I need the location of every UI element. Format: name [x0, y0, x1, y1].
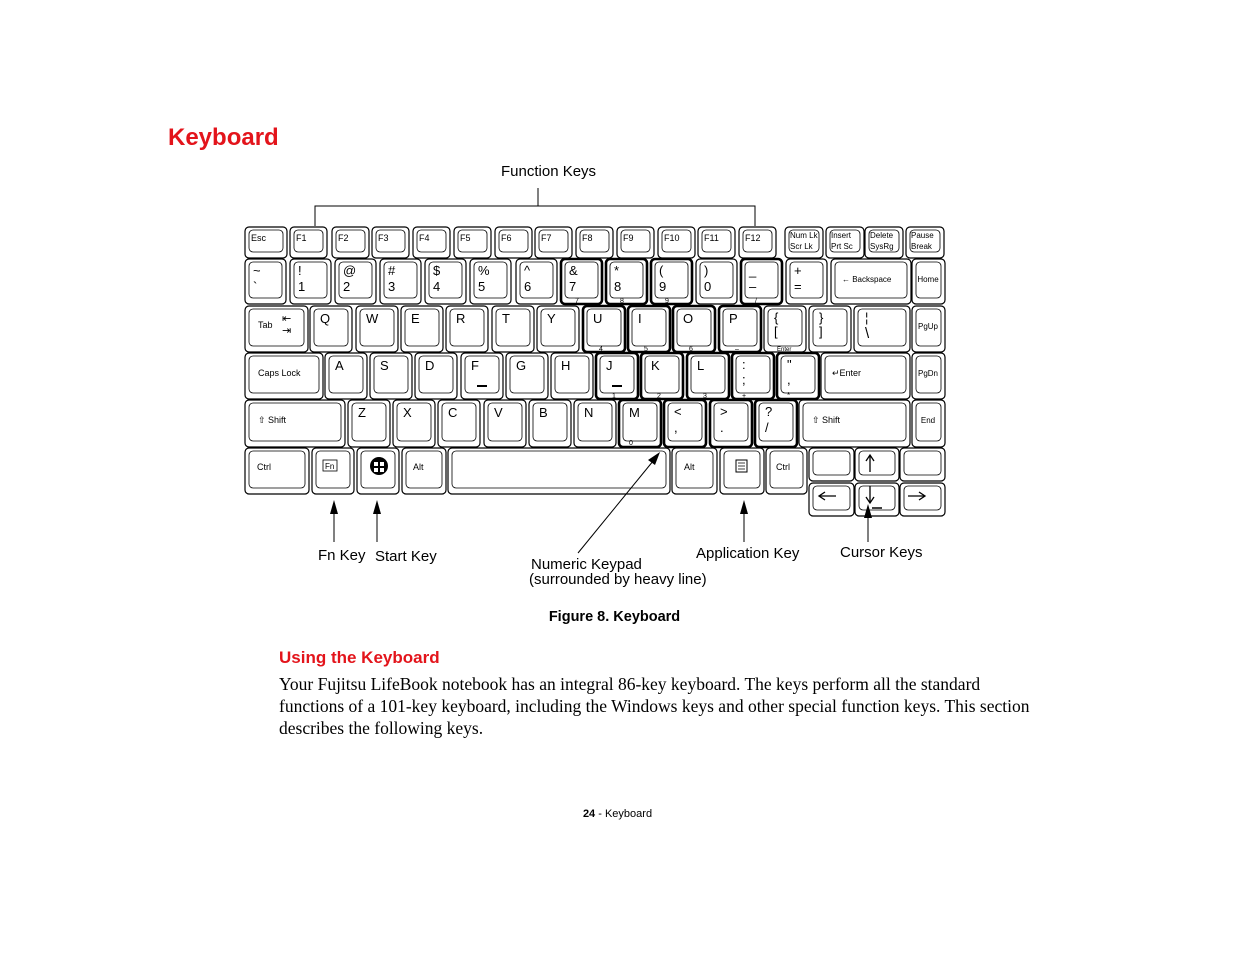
- key-b: [529, 400, 571, 447]
- key-shift-char: }: [819, 310, 824, 325]
- cursor-keys-label: Cursor Keys: [840, 544, 923, 561]
- key-label-f8: F8: [582, 233, 593, 243]
- key-base-char: 7: [569, 279, 577, 294]
- key-s: [370, 353, 412, 399]
- key-g: [506, 353, 548, 399]
- figure-caption-text: Figure 8. Keyboard: [548, 609, 681, 625]
- fn-key-label: Fn Key: [318, 547, 366, 564]
- key-base-char: ;: [742, 372, 746, 387]
- key-left: [809, 483, 854, 516]
- key-label-y: Y: [547, 311, 556, 326]
- key-keypad-char: 4: [599, 346, 603, 353]
- key-e: [401, 306, 443, 352]
- key-label-f9: F9: [623, 233, 634, 243]
- key-label-esc: Esc: [251, 233, 267, 243]
- key-base-char: 5: [478, 279, 486, 294]
- key-base-char: 9: [659, 279, 667, 294]
- key-bottom-label: Prt Sc: [831, 242, 853, 251]
- key-f6: [495, 227, 532, 258]
- key-label-t: T: [502, 311, 510, 326]
- key-i: [628, 306, 670, 353]
- key-base-char: 0: [704, 279, 712, 294]
- numeric-keypad-sublabel: (surrounded by heavy line): [529, 571, 707, 588]
- key-label-w: W: [366, 311, 379, 326]
- key-label-x: X: [403, 405, 412, 420]
- key-label-m: M: [629, 405, 640, 420]
- key-keypad-char: 5: [644, 346, 648, 353]
- key-label-g: G: [516, 358, 527, 373]
- key-label-u: U: [593, 311, 603, 326]
- key-v: [484, 400, 526, 447]
- key-f11: [698, 227, 735, 258]
- key-label-v: V: [494, 405, 503, 420]
- key-a: [325, 353, 367, 399]
- key-shift-char: $: [433, 263, 441, 278]
- application-key-label: Application Key: [696, 545, 800, 562]
- application-key-arrowhead: [740, 500, 748, 514]
- key-base-char: ]: [819, 324, 823, 339]
- fn-key-arrowhead: [330, 500, 338, 514]
- key-m: [619, 400, 661, 447]
- key-tab: [245, 306, 308, 352]
- key-bottom-label: Scr Lk: [790, 242, 813, 251]
- key-right: [900, 483, 945, 516]
- key-f4: [413, 227, 450, 258]
- key-base-char: 4: [433, 279, 441, 294]
- key-shift-char: !: [298, 263, 302, 278]
- key-shift-char: ?: [765, 404, 773, 419]
- key-k: [641, 353, 683, 400]
- key-label-r: R: [456, 311, 466, 326]
- key-label-shift: ⇧ Shift: [258, 415, 287, 425]
- key-application: [720, 448, 764, 494]
- key-num-4: [425, 259, 466, 304]
- key-label-pgup: PgUp: [917, 322, 939, 331]
- key-keypad-char: 8: [620, 298, 624, 305]
- key-shift-char: _: [749, 263, 757, 278]
- key-shift-char: #: [388, 263, 396, 278]
- key-f10: [658, 227, 695, 258]
- key-shift-char: *: [614, 263, 620, 278]
- key-end: [912, 400, 945, 447]
- key-f7: [535, 227, 572, 258]
- key-label-alt: Alt: [684, 462, 695, 472]
- key-enter: [821, 353, 910, 399]
- key-base-char: `: [253, 279, 258, 294]
- key-base-char: .: [720, 420, 724, 435]
- key-bottom-label: Break: [911, 242, 932, 251]
- key-f8: [576, 227, 613, 258]
- key-label-e: E: [411, 311, 420, 326]
- key-q: [310, 306, 352, 352]
- key-num-2: [335, 259, 376, 304]
- key-r: [446, 306, 488, 352]
- key-shift-char: ): [704, 263, 709, 278]
- key-num-10: [696, 259, 737, 304]
- key-fn: [312, 448, 354, 494]
- key-f: [461, 353, 503, 399]
- key-label-f: F: [471, 358, 479, 373]
- key-label-f1: F1: [296, 233, 307, 243]
- key-keypad-char: *: [787, 391, 791, 400]
- key-n: [574, 400, 616, 447]
- key-label-f4: F4: [419, 233, 430, 243]
- key-esc: [245, 227, 287, 258]
- key-z: [348, 400, 390, 447]
- key-base-char: 3: [388, 279, 396, 294]
- key-shift-char: ^: [524, 263, 531, 278]
- key-base-char: 8: [614, 279, 622, 294]
- key-base-char: ,: [787, 372, 791, 387]
- page-number: 24: [582, 808, 596, 820]
- key-label-shift: ⇧ Shift: [812, 415, 841, 425]
- key-y: [537, 306, 579, 352]
- key-keypad-char: /: [755, 298, 757, 305]
- key-left-ctrl: [245, 448, 309, 494]
- tab-right-icon: ⇥: [282, 325, 292, 337]
- key-d: [415, 353, 457, 399]
- key-shift-char: ¦: [865, 310, 869, 325]
- key-bottom-label: SysRg: [870, 242, 894, 251]
- key-shift-char: ~: [253, 263, 261, 278]
- key-base-char: 2: [343, 279, 351, 294]
- key-num-12: [786, 259, 827, 304]
- key-label-f12: F12: [745, 233, 761, 243]
- key-left-shift: [245, 400, 345, 447]
- key-space: [448, 448, 670, 494]
- key-delete: [865, 227, 903, 258]
- key-num-9: [651, 259, 692, 305]
- key-label-f7: F7: [541, 233, 552, 243]
- key-label-i: I: [638, 311, 642, 326]
- key-greater-than: [710, 400, 752, 447]
- key-x: [393, 400, 435, 447]
- tab-left-icon: ⇤: [282, 313, 292, 325]
- start-key-arrowhead: [373, 500, 381, 514]
- key-start: [357, 448, 399, 494]
- key-caps-lock: [245, 353, 323, 399]
- key-base-char: ,: [674, 420, 678, 435]
- key-j: [596, 353, 638, 400]
- key-o: [673, 306, 715, 353]
- key-f3: [372, 227, 409, 258]
- key-num-7: [561, 259, 602, 305]
- key-blank-left: [809, 448, 854, 481]
- key-less-than: [664, 400, 706, 447]
- key-label-f10: F10: [664, 233, 680, 243]
- key-left-alt: [402, 448, 446, 494]
- key-label-caps: Caps Lock: [258, 368, 301, 378]
- key-label-f6: F6: [501, 233, 512, 243]
- key-label-tab: Tab: [258, 320, 273, 330]
- key-down: [855, 483, 899, 516]
- key-slash: [755, 400, 797, 447]
- body-paragraph: Your Fujitsu LifeBook notebook has an integral 86-key keyboard. The keys perform all the standard functions of a 101-key keyboard, including the Windows keys and other special function keys. This section describes the following keys.: [279, 674, 1030, 738]
- key-base-char: [: [774, 324, 778, 339]
- key-base-char: \: [865, 325, 870, 342]
- key-label-d: D: [425, 358, 435, 373]
- key-base-char: 1: [298, 279, 306, 294]
- key-label-fn: Fn: [325, 462, 335, 471]
- key-keypad-char: 2: [657, 393, 661, 400]
- key-label-j: J: [606, 358, 613, 373]
- key-label-a: A: [335, 358, 344, 373]
- key-keypad-char: 9: [665, 298, 669, 305]
- key-num-11: [741, 259, 782, 305]
- key-shift-char: :: [742, 357, 746, 372]
- key-top-label: Pause: [911, 231, 934, 240]
- key-f5: [454, 227, 491, 258]
- key-shift-char: (: [659, 263, 664, 278]
- key-keypad-char: 1: [612, 393, 616, 400]
- key-shift-char: <: [674, 404, 682, 419]
- key-pgup: [912, 306, 945, 352]
- key-top-label: Num Lk: [790, 231, 818, 240]
- key-label-ctrl: Ctrl: [257, 462, 271, 472]
- key-keypad-char: 3: [703, 393, 707, 400]
- key-f2: [332, 227, 369, 258]
- key-keypad-enter: Enter: [777, 347, 792, 353]
- key-right-shift: [799, 400, 910, 447]
- key-top-label: Insert: [831, 231, 852, 240]
- key-base-char: –: [749, 279, 757, 294]
- key-colon: [732, 353, 774, 400]
- numeric-keypad-label: Numeric Keypad: [531, 556, 642, 573]
- key-label-f2: F2: [338, 233, 349, 243]
- key-open-brace: [764, 306, 806, 353]
- key-base-char: =: [794, 279, 802, 294]
- key-label-pgdn: PgDn: [917, 369, 939, 378]
- key-keypad-char: –: [735, 346, 739, 353]
- key-label-enter: ↵Enter: [832, 368, 862, 378]
- key-shift-char: &: [569, 263, 578, 278]
- key-shift-char: ": [787, 357, 792, 372]
- key-num-5: [470, 259, 511, 304]
- key-quote: [777, 353, 819, 400]
- key-label-home: Home: [917, 275, 939, 284]
- key-shift-char: {: [774, 310, 779, 325]
- key-right-ctrl: [766, 448, 807, 494]
- key-l: [687, 353, 729, 400]
- key-label-c: C: [448, 405, 458, 420]
- key-label-alt: Alt: [413, 462, 424, 472]
- key-pause: [906, 227, 944, 258]
- key-label-f5: F5: [460, 233, 471, 243]
- footer-section: Keyboard: [604, 808, 653, 820]
- page-title: Keyboard: [168, 124, 279, 151]
- key-num-1: [290, 259, 331, 304]
- key-label-h: H: [561, 358, 571, 373]
- figure-caption: [0, 609, 1235, 625]
- function-keys-label: Function Keys: [501, 163, 597, 180]
- key-label-z: Z: [358, 405, 366, 420]
- key-keypad-char: 0: [629, 440, 633, 447]
- footer-separator: -: [595, 808, 605, 820]
- function-keys-bracket: [315, 188, 755, 226]
- key-label-f3: F3: [378, 233, 389, 243]
- key-num-8: [606, 259, 647, 305]
- key-shift-char: +: [794, 263, 802, 278]
- key-num-0: [245, 259, 286, 304]
- key-blank-right: [900, 448, 945, 481]
- key-f1: [290, 227, 327, 258]
- key-backspace: [831, 259, 911, 304]
- key-label-ctrl: Ctrl: [776, 462, 790, 472]
- key-f12: [739, 227, 776, 258]
- key-backslash: [854, 306, 910, 352]
- key-right-alt: [672, 448, 717, 494]
- key-shift-char: %: [478, 263, 490, 278]
- key-num-6: [516, 259, 557, 304]
- key-base-char: 6: [524, 279, 532, 294]
- key-t: [492, 306, 534, 352]
- key-num-lk: [785, 227, 823, 258]
- key-keypad-char: 6: [689, 346, 693, 353]
- key-label-q: Q: [320, 311, 331, 326]
- key-p: [719, 306, 761, 353]
- key-keypad-char: 7: [575, 298, 579, 305]
- key-u: [583, 306, 625, 353]
- key-close-brace: [809, 306, 851, 352]
- key-label-k: K: [651, 358, 660, 373]
- key-home: [912, 259, 945, 304]
- windows-logo-icon: [370, 457, 388, 475]
- key-label-backspace: ← Backspace: [842, 275, 892, 284]
- key-label-l: L: [697, 358, 705, 373]
- key-h: [551, 353, 593, 399]
- key-insert: [826, 227, 864, 258]
- key-pgdn: [912, 353, 945, 399]
- key-base-char: /: [765, 420, 769, 435]
- key-keypad-char: +: [742, 393, 747, 400]
- section-title: Using the Keyboard: [279, 648, 440, 667]
- key-label-p: P: [729, 311, 738, 326]
- key-shift-char: @: [343, 263, 357, 278]
- key-label-b: B: [539, 405, 548, 420]
- key-num-3: [380, 259, 421, 304]
- key-c: [438, 400, 480, 447]
- key-label-o: O: [683, 311, 694, 326]
- key-label-n: N: [584, 405, 594, 420]
- key-up: [855, 448, 899, 481]
- page-footer: [0, 808, 1235, 820]
- key-shift-char: >: [720, 404, 728, 419]
- key-label-s: S: [380, 358, 389, 373]
- key-top-label: Delete: [870, 231, 894, 240]
- key-f9: [617, 227, 654, 258]
- key-w: [356, 306, 398, 352]
- key-label-end: End: [920, 416, 936, 425]
- start-key-label: Start Key: [375, 548, 437, 565]
- key-label-f11: F11: [704, 233, 719, 243]
